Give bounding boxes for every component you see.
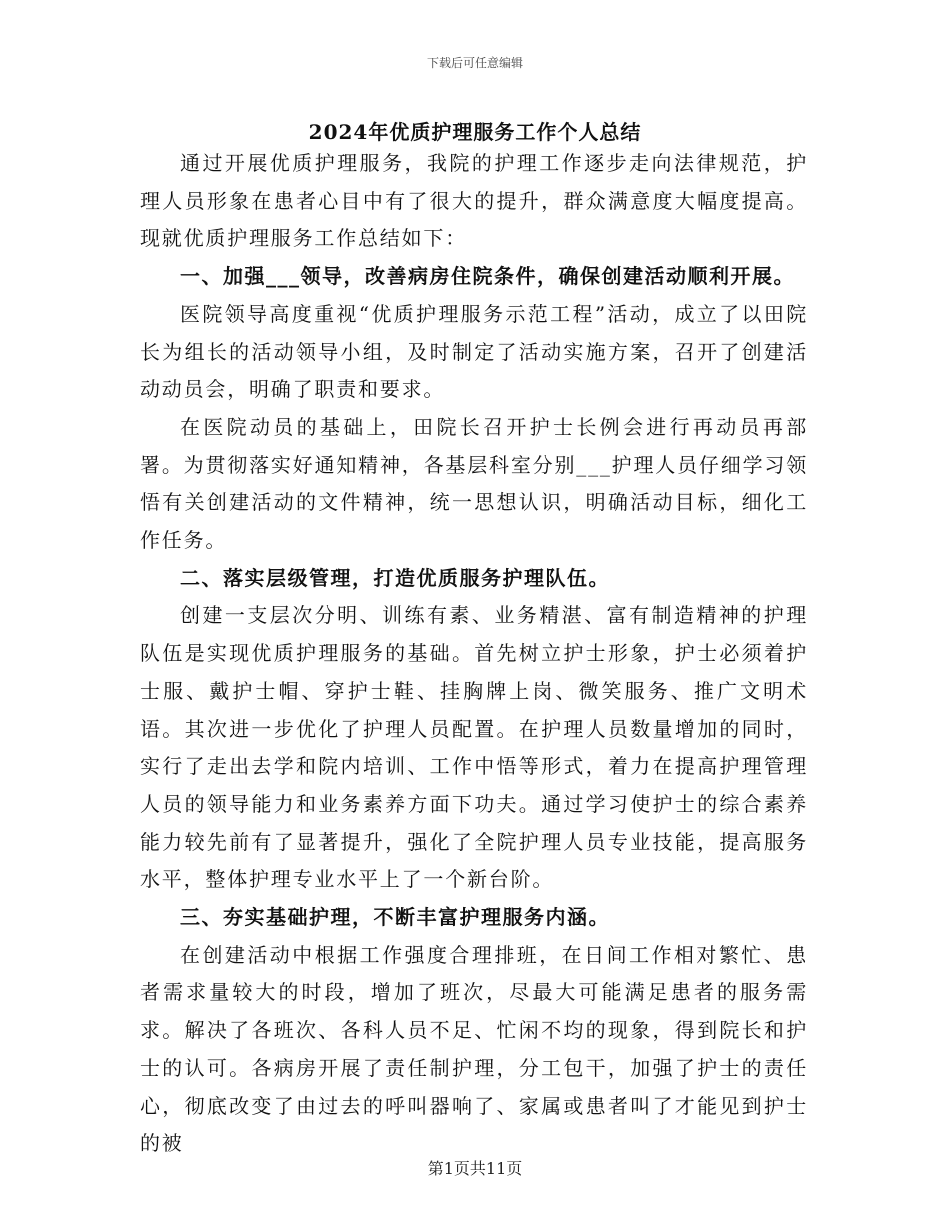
body-paragraph: 医院领导高度重视“优质护理服务示范工程”活动，成立了以田院长为组长的活动领导小组，及时制定了活动实施方案，召开了创建活动动员会，明确了职责和要求。: [140, 301, 808, 402]
document-body: [140, 145, 808, 1163]
page-header: 下载后可任意编辑: [426, 56, 523, 70]
intro-paragraph: 通过开展优质护理服务，我院的护理工作逐步走向法律规范，护理人员形象在患者心目中有了很大的提升，群众满意度大幅度提高。现就优质护理服务工作总结如下：: [140, 151, 808, 251]
section-heading-3: 三、夯实基础护理，不断丰富护理服务内涵。: [180, 905, 610, 930]
body-paragraph: 在医院动员的基础上，田院长召开护士长例会进行再动员再部署。为贯彻落实好通知精神，各基层科室分别___护理人员仔细学习领悟有关创建活动的文件精神，统一思想认识，明确活动目标，细化工作任务。: [140, 414, 808, 553]
body-paragraph: 创建一支层次分明、训练有素、业务精湛、富有制造精神的护理队伍是实现优质护理服务的基础。首先树立护士形象，护士必须着护士服、戴护士帽、穿护士鞋、挂胸牌上岗、微笑服务、推广文明术语。其次进一步优化了护理人员配置。在护理人员数量增加的同时，实行了走出去学和院内培训、工作中悟等形式，着力在提高护理管理人员的领导能力和业务素养方面下功夫。通过学习使护士的综合素养能力较先前有了显著提升，强化了全院护理人员专业技能，提高服务水平，整体护理专业水平上了一个新台阶。: [140, 603, 808, 892]
body-paragraph: 在创建活动中根据工作强度合理排班，在日间工作相对繁忙、患者需求量较大的时段，增加了班次，尽最大可能满足患者的服务需求。解决了各班次、各科人员不足、忙闲不均的现象，得到院长和护士的认可。各病房开展了责任制护理，分工包干，加强了护士的责任心，彻底改变了由过去的呼叫器响了、家属或患者叫了才能见到护士的被: [140, 942, 808, 1156]
page-footer: 第1页共11页: [427, 1159, 523, 1178]
section-heading-1: 一、加强___领导，改善病房住院条件，确保创建活动顺利开展。: [180, 264, 795, 289]
document-title: 2024年优质护理服务工作个人总结: [308, 120, 642, 144]
section-heading-2: 二、落实层级管理，打造优质服务护理队伍。: [180, 565, 610, 590]
